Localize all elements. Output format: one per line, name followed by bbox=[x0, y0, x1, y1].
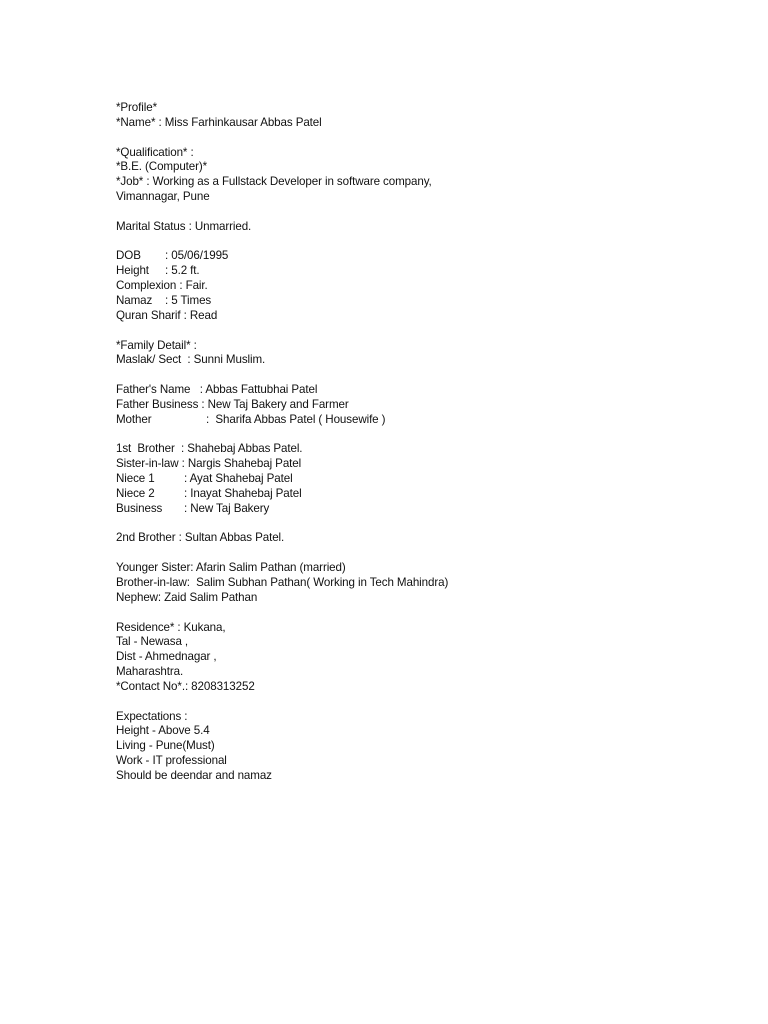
expectations-heading: Expectations : bbox=[116, 709, 188, 723]
contact-line: *Contact No*.: 8208313252 bbox=[116, 679, 255, 693]
quran-line: Quran Sharif : Read bbox=[116, 308, 218, 322]
blank-line bbox=[116, 324, 736, 339]
expectation-deen: Should be deendar and namaz bbox=[116, 768, 272, 782]
mother-value: : Sharifa Abbas Patel ( Housewife ) bbox=[206, 412, 386, 426]
blank-line bbox=[116, 695, 736, 710]
blank-line bbox=[116, 546, 736, 561]
family-heading: *Family Detail* : bbox=[116, 338, 197, 352]
height-line bbox=[116, 264, 736, 279]
blank-line bbox=[116, 131, 736, 146]
degree-line: *B.E. (Computer)* bbox=[116, 160, 208, 174]
brother1-line: 1st Brother : Shahebaj Abbas Patel. bbox=[116, 442, 303, 456]
biodata-text bbox=[116, 101, 736, 784]
mother-label: Mother bbox=[116, 412, 152, 426]
job-line-2: Vimannagar, Pune bbox=[116, 190, 210, 204]
profile-heading: *Profile* bbox=[116, 101, 157, 114]
niece2-label: Niece 2 bbox=[116, 486, 155, 500]
name-line: *Name* : Miss Farhinkausar Abbas Patel bbox=[116, 115, 322, 129]
height-value: : 5.2 ft. bbox=[165, 264, 200, 278]
business-line bbox=[116, 502, 736, 517]
mother-line bbox=[116, 413, 736, 428]
blank-line bbox=[116, 205, 736, 220]
namaz-line bbox=[116, 294, 736, 309]
namaz-label: Namaz bbox=[116, 293, 153, 307]
father-business-line: Father Business : New Taj Bakery and Farmer bbox=[116, 397, 349, 411]
residence-line-2: Tal - Newasa , bbox=[116, 635, 189, 649]
nephew-line: Nephew: Zaid Salim Pathan bbox=[116, 590, 258, 604]
marital-status-line: Marital Status : Unmarried. bbox=[116, 219, 252, 233]
blank-line bbox=[116, 606, 736, 621]
residence-line-4: Maharashtra. bbox=[116, 665, 184, 679]
dob-label: DOB bbox=[116, 249, 141, 263]
niece1-label: Niece 1 bbox=[116, 472, 155, 486]
residence-line-3: Dist - Ahmednagar , bbox=[116, 650, 217, 664]
niece2-line bbox=[116, 487, 736, 502]
blank-line bbox=[116, 517, 736, 532]
blank-line bbox=[116, 368, 736, 383]
job-line-1: *Job* : Working as a Fullstack Developer in software company, bbox=[116, 175, 432, 189]
brother-in-law-line: Brother-in-law: Salim Subhan Pathan( Working in Tech Mahindra) bbox=[116, 576, 449, 589]
complexion-line: Complexion : Fair. bbox=[116, 279, 208, 293]
brother2-line: 2nd Brother : Sultan Abbas Patel. bbox=[116, 531, 285, 545]
niece2-value: : Inayat Shahebaj Patel bbox=[184, 486, 302, 500]
height-label: Height bbox=[116, 264, 149, 278]
namaz-value: : 5 Times bbox=[165, 293, 212, 307]
business-label: Business bbox=[116, 501, 163, 515]
niece1-value: : Ayat Shahebaj Patel bbox=[184, 472, 293, 486]
dob-line bbox=[116, 249, 736, 264]
niece1-line bbox=[116, 472, 736, 487]
sect-line: Maslak/ Sect : Sunni Muslim. bbox=[116, 353, 266, 367]
father-name-line: Father's Name : Abbas Fattubhai Patel bbox=[116, 383, 318, 397]
blank-line bbox=[116, 428, 736, 443]
expectation-living: Living - Pune(Must) bbox=[116, 739, 215, 753]
qualification-heading: *Qualification* : bbox=[116, 145, 194, 159]
expectation-work: Work - IT professional bbox=[116, 754, 227, 768]
younger-sister-line: Younger Sister: Afarin Salim Pathan (married) bbox=[116, 561, 346, 575]
sister-in-law-line: Sister-in-law : Nargis Shahebaj Patel bbox=[116, 457, 302, 471]
business-value: : New Taj Bakery bbox=[184, 501, 270, 515]
expectation-height: Height - Above 5.4 bbox=[116, 724, 210, 738]
dob-value: : 05/06/1995 bbox=[165, 249, 229, 263]
residence-line-1: Residence* : Kukana, bbox=[116, 620, 226, 634]
blank-line bbox=[116, 235, 736, 250]
